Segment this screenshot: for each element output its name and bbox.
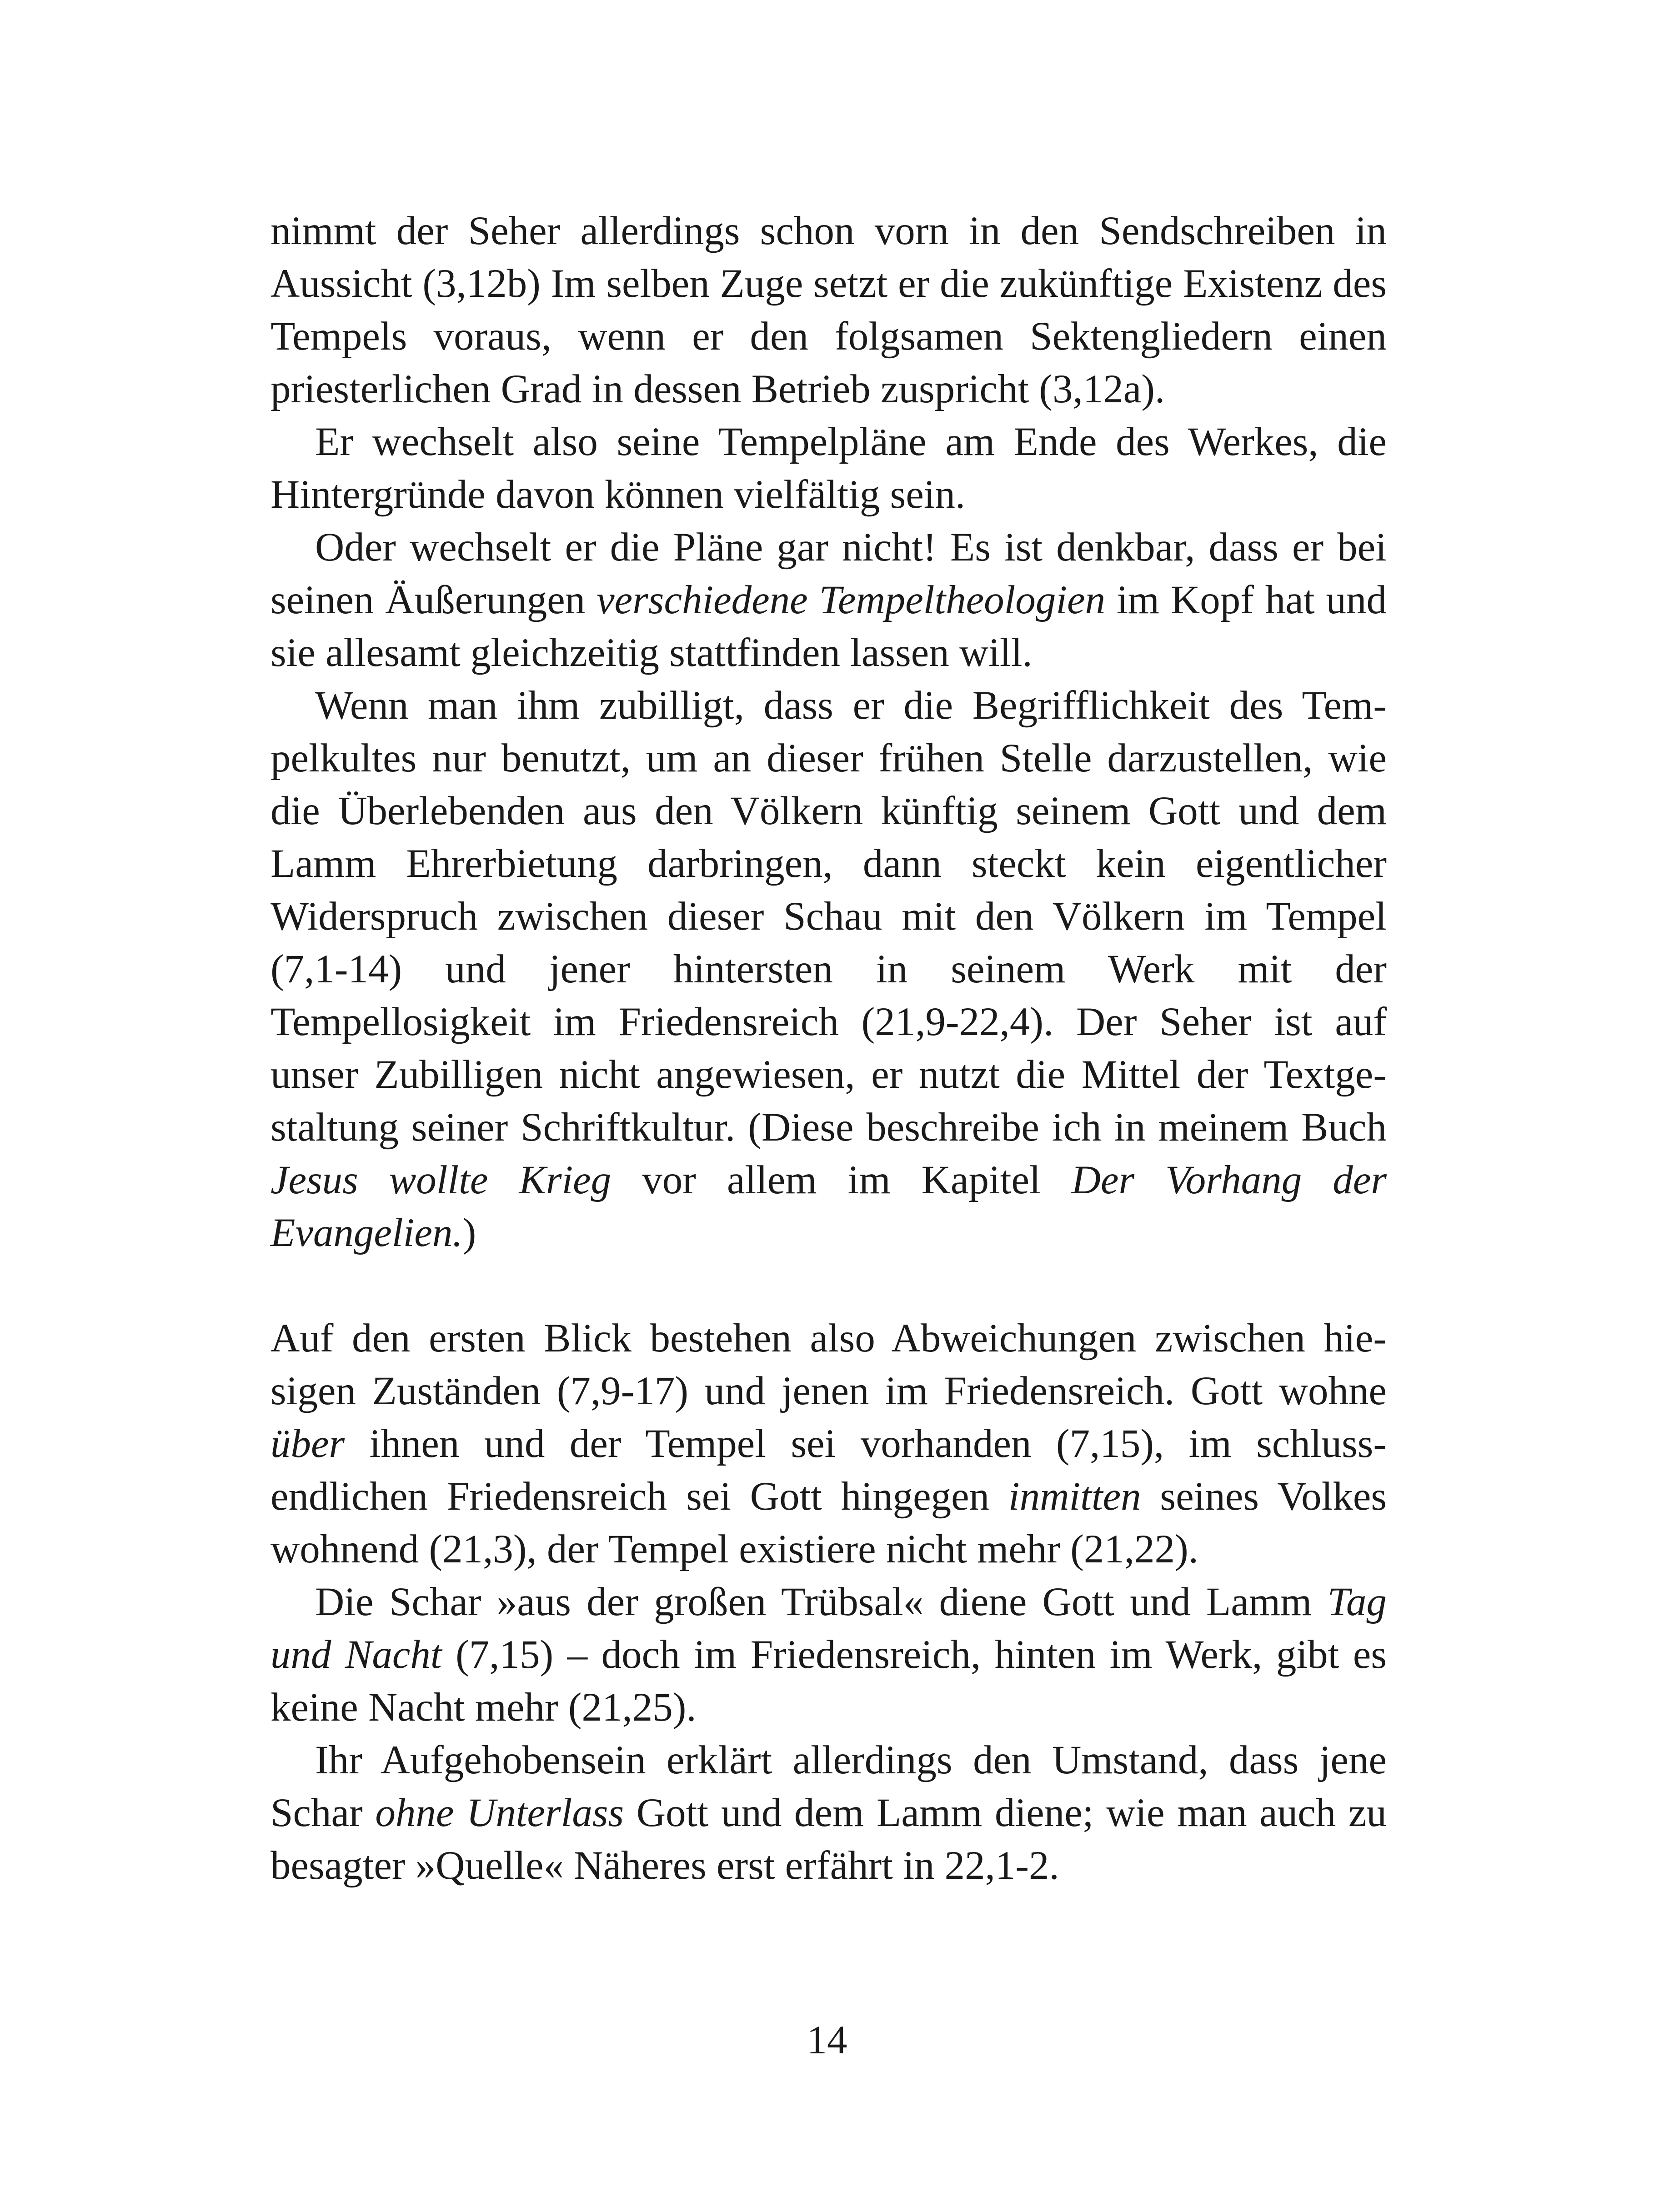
emphasis: Tag und Nacht	[271, 1580, 1387, 1677]
paragraph: nimmt der Seher allerdings schon vorn in den Sendschreiben in Aussicht (3,12b) Im selben Zuge setzt er die zukünftige Existenz des Tempels voraus, wenn er den folgsamen Sektengliedern einen priesterlichen Grad in dessen Betrieb zuspricht (3,12a).	[271, 209, 1387, 411]
page-number: 14	[807, 2018, 847, 2062]
emphasis: über	[271, 1421, 345, 1466]
paragraph: Er wechselt also seine Tempelpläne am Ende des Werkes, die Hintergründe davon können vielfältig sein.	[271, 420, 1387, 517]
paragraph: Auf den ersten Blick bestehen also Abweichungen zwischen hiesigen Zuständen (7,9-17) und jenen im Friedensreich. Gott wohne über ihnen und der Tempel sei vorhanden (7,15), im schlussendlichen Friedensreich sei Gott hingegen inmitten seines Volkes wohnend (21,3), der Tempel existiere nicht mehr (21,22).	[271, 1316, 1387, 1571]
paragraph: Die Schar »aus der großen Trübsal« diene Gott und Lamm Tag und Nacht (7,15) – doch im Friedensreich, hinten im Werk, gibt es keine Nacht mehr (21,25).	[271, 1580, 1387, 1730]
paragraph: Oder wechselt er die Pläne gar nicht! Es ist denkbar, dass er bei seinen Äußerungen verschiedene Tempeltheologien im Kopf hat und sie allesamt gleichzeitig stattfinden lassen will.	[271, 525, 1387, 675]
emphasis: inmitten	[1008, 1474, 1141, 1519]
chapter-title: Der Vorhang der Evangelien.	[271, 1158, 1387, 1255]
paragraph: Ihr Aufgehobensein erklärt allerdings den Umstand, dass jene Schar ohne Unterlass Gott und dem Lamm diene; wie man auch zu besagter »Quelle« Näheres erst erfährt in 22,1-2.	[271, 1738, 1387, 1888]
paragraph: Wenn man ihm zubilligt, dass er die Begrifflichkeit des Tempelkultes nur benutzt, um an dieser frühen Stelle darzustellen, wie die Überlebenden aus den Völkern künftig seinem Gott und dem Lamm Ehrerbietung darbringen, dann steckt kein eigentlicher Widerspruch zwischen dieser Schau mit den Völkern im Tempel (7,1-14) und jener hintersten in seinem Werk mit der Tempellosigkeit im Friedensreich (21,9-22,4). Der Seher ist auf unser Zubilligen nicht angewiesen, er nutzt die Mittel der Textgestaltung seiner Schriftkultur. (Diese beschreibe ich in meinem Buch Jesus wollte Krieg vor allem im Kapitel Der Vorhang der Evangelien.)	[271, 683, 1387, 1255]
book-title: Jesus wollte Krieg	[271, 1158, 611, 1202]
emphasis: ohne Unterlass	[375, 1791, 624, 1835]
section-break	[271, 1259, 1387, 1312]
body-text	[271, 205, 1387, 1892]
emphasis: verschiedene Tempeltheologien	[596, 578, 1106, 622]
